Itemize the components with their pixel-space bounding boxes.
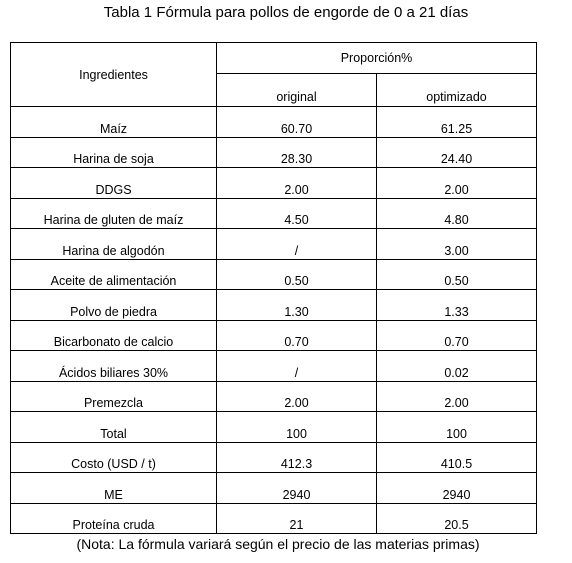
ingredient-cell: Aceite de alimentación [11, 259, 217, 290]
header-ingredients: Ingredientes [11, 43, 217, 107]
ingredient-cell: Total [11, 412, 217, 443]
original-cell: 4.50 [217, 198, 377, 229]
optimized-cell: 1.33 [377, 290, 537, 321]
optimized-cell: 0.70 [377, 320, 537, 351]
optimized-cell: 24.40 [377, 137, 537, 168]
header-optimized: optimizado [377, 74, 537, 107]
optimized-cell: 2.00 [377, 381, 537, 412]
table-row [11, 351, 537, 382]
original-cell: 412.3 [217, 442, 377, 473]
optimized-cell: 2.00 [377, 168, 537, 199]
ingredient-cell: Costo (USD / t) [11, 442, 217, 473]
header-proportion: Proporción% [217, 43, 537, 74]
ingredient-cell: Premezcla [11, 381, 217, 412]
optimized-cell: 3.00 [377, 229, 537, 260]
ingredient-cell: Harina de soja [11, 137, 217, 168]
table-row [11, 290, 537, 321]
ingredient-cell: Maíz [11, 107, 217, 138]
original-cell: 2940 [217, 473, 377, 504]
original-cell: 1.30 [217, 290, 377, 321]
ingredient-cell: Proteína cruda [11, 503, 217, 534]
table-row [11, 107, 537, 138]
optimized-cell: 410.5 [377, 442, 537, 473]
optimized-cell: 100 [377, 412, 537, 443]
table-row [11, 442, 537, 473]
ingredient-cell: ME [11, 473, 217, 504]
optimized-cell: 61.25 [377, 107, 537, 138]
optimized-cell: 0.02 [377, 351, 537, 382]
table-row [11, 473, 537, 504]
ingredient-cell: DDGS [11, 168, 217, 199]
original-cell: 0.70 [217, 320, 377, 351]
header-original: original [217, 74, 377, 107]
table-row [11, 381, 537, 412]
optimized-cell: 20.5 [377, 503, 537, 534]
table-note: (Nota: La fórmula variará según el precio de las materias primas) [76, 536, 480, 552]
formula-table [10, 42, 537, 534]
table-row [11, 259, 537, 290]
header-row [11, 43, 537, 74]
table-caption: Tabla 1 Fórmula para pollos de engorde de 0 a 21 días [103, 4, 469, 21]
original-cell: / [217, 351, 377, 382]
original-cell: 100 [217, 412, 377, 443]
original-cell: 0.50 [217, 259, 377, 290]
table-row [11, 503, 537, 534]
table-row [11, 412, 537, 443]
original-cell: 2.00 [217, 168, 377, 199]
optimized-cell: 2940 [377, 473, 537, 504]
optimized-cell: 4.80 [377, 198, 537, 229]
table-row [11, 198, 537, 229]
original-cell: 28.30 [217, 137, 377, 168]
table-row [11, 168, 537, 199]
original-cell: 2.00 [217, 381, 377, 412]
ingredient-cell: Harina de algodón [11, 229, 217, 260]
table-row [11, 320, 537, 351]
ingredient-cell: Bicarbonato de calcio [11, 320, 217, 351]
ingredient-cell: Polvo de piedra [11, 290, 217, 321]
ingredient-cell: Harina de gluten de maíz [11, 198, 217, 229]
table-row [11, 229, 537, 260]
original-cell: / [217, 229, 377, 260]
original-cell: 21 [217, 503, 377, 534]
original-cell: 60.70 [217, 107, 377, 138]
table-row [11, 137, 537, 168]
optimized-cell: 0.50 [377, 259, 537, 290]
ingredient-cell: Ácidos biliares 30% [11, 351, 217, 382]
